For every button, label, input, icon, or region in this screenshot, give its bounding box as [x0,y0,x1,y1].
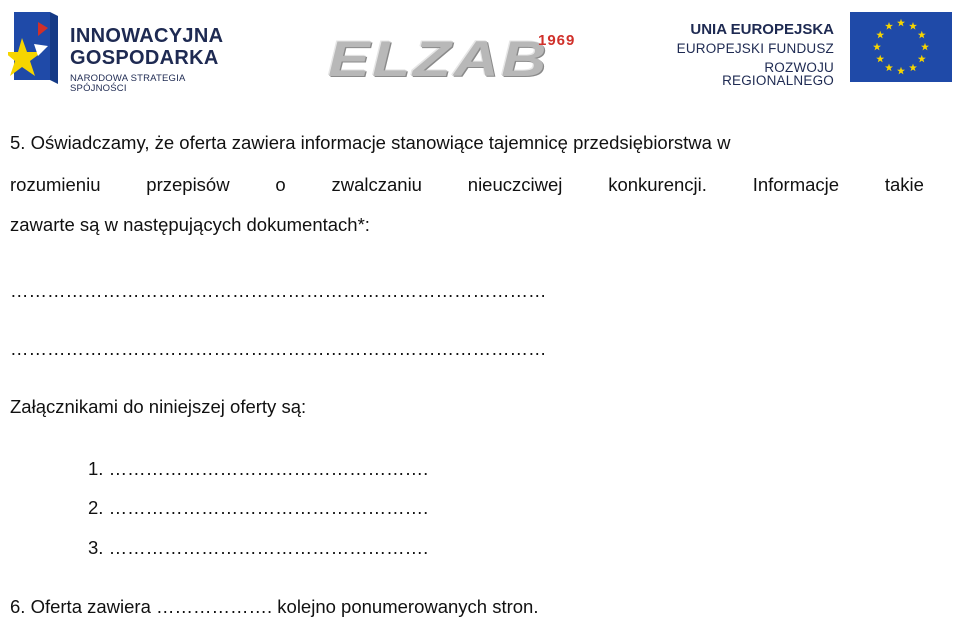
section5-line2-word: konkurencji. [608,174,707,195]
section5-line2-word: takie [884,174,924,195]
dotted-fill-line-1: …………………………………………………………………………… [10,280,547,301]
section5-line2-word: nieuczciwej [467,174,563,195]
eu-flag-icon [850,12,952,82]
page-header [0,0,960,92]
section5-line2-word: rozumieniu [10,174,101,195]
dotted-fill-line-2: …………………………………………………………………………… [10,338,547,359]
ig-title-line2: GOSPODARKA [70,47,219,69]
attachment-item-3: 3. ……………………………………………. [88,537,429,558]
section5-line2-word: zwalczaniu [331,174,422,195]
elzab-logo [328,26,598,86]
innowacyjna-gospodarka-logo [8,8,238,94]
attachment-item-1: 1. ……………………………………………. [88,458,429,479]
section5-line3: zawarte są w następujących dokumentach*: [10,214,370,235]
section5-line2 [10,174,924,196]
section6-line: 6. Oferta zawiera ………………. kolejno ponumerowanych stron. [10,596,539,617]
section5-line2-word: przepisów [146,174,230,195]
eu-fund-logo [660,8,956,88]
attachment-item-2: 2. ……………………………………………. [88,497,429,518]
ig-subtitle: NARODOWA STRATEGIA SPÓJNOŚCI [70,73,185,94]
eu-title: UNIA EUROPEJSKA [690,21,834,38]
elzab-year: 1969 [538,32,576,49]
section5-line1: 5. Oświadczamy, że oferta zawiera informacje stanowiące tajemnicę przedsiębiorstwa w [10,132,731,153]
ig-logo-text [70,26,238,93]
attachments-heading: Załącznikami do niniejszej oferty są: [10,396,307,417]
eu-logo-text [660,22,834,88]
elzab-wordmark: ELZAB [328,31,549,87]
ig-logo-mark-icon [8,8,62,84]
section5-line2-word: Informacje [752,174,840,195]
ig-title-line1: INNOWACYJNA [70,25,224,47]
eu-fund-line2: ROZWOJU REGIONALNEGO [722,59,834,88]
section5-line2-word: o [275,174,286,195]
eu-fund-line1: EUROPEJSKI FUNDUSZ [676,41,834,56]
